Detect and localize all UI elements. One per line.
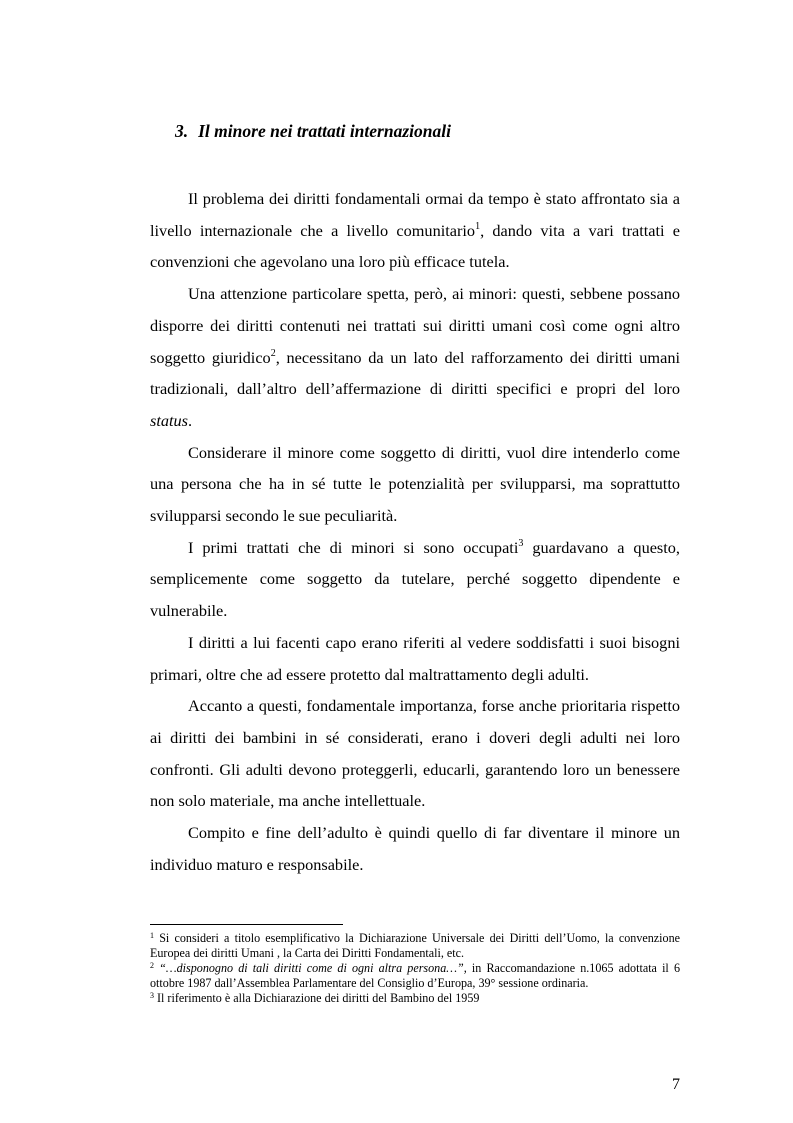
footnote-3	[150, 991, 680, 1006]
footnote-2-text: in Raccomandazione n.1065 adottata il 6 ottobre 1987 dall’Assemblea Parlamentare del Consiglio d’Europa, 39° sessione ordinaria.	[150, 961, 680, 990]
section-number: 3.	[175, 121, 189, 141]
body-text	[150, 183, 680, 880]
section-title: Il minore nei trattati internazionali	[198, 121, 451, 141]
footnote-mark-2: 2	[150, 961, 154, 970]
paragraph-6: Accanto a questi, fondamentale importanza, forse anche prioritaria rispetto ai diritti dei bambini in sé considerati, erano i doveri degli adulti nei loro confronti. Gli adulti devono proteggerli, educarli, garantendo loro un benessere non solo materiale, ma anche intellettuale.	[150, 696, 680, 811]
footnotes	[150, 931, 680, 1006]
paragraph-3: Considerare il minore come soggetto di diritti, vuol dire intenderlo come una persona che ha in sé tutte le potenzialità per svilupparsi, ma soprattutto svilupparsi secondo le sue peculiarità.	[150, 442, 680, 526]
paragraph-1-text-a: Il problema dei diritti fondamentali ormai da tempo è stato affrontato sia a livello internazionale che a livello comunitario	[150, 189, 680, 240]
paragraph-2-text-c: .	[188, 410, 193, 430]
paragraph-2-italic: status	[150, 410, 189, 430]
page-number: 7	[672, 1076, 680, 1093]
footnote-mark-3: 3	[150, 991, 154, 1000]
footnote-separator	[150, 924, 343, 925]
paragraph-4	[150, 532, 680, 627]
footnote-1-text: Si consideri a titolo esemplificativo la Dichiarazione Universale dei Diritti dell’Uomo, la convenzione Europea dei diritti Umani , la Carta dei Diritti Fondamentali, etc.	[150, 931, 680, 960]
paragraph-7: Compito e fine dell’adulto è quindi quello di far diventare il minore un individuo maturo e responsabile.	[150, 823, 680, 874]
paragraph-4-text-a: I primi trattati che di minori si sono occupati	[188, 537, 519, 557]
footnote-2	[150, 961, 680, 991]
footnote-ref-3[interactable]: 3	[518, 537, 524, 549]
footnote-1	[150, 931, 680, 961]
paragraph-2-text-a: Una attenzione particolare spetta, però, ai minori: questi, sebbene possano disporre dei diritti contenuti nei trattati sui diritti umani così come ogni altro soggetto giuridico	[150, 284, 680, 367]
paragraph-1	[150, 183, 680, 278]
footnote-2-quote: “…disponogno di tali diritti come di ogni altra persona…”,	[154, 961, 467, 975]
paragraph-2-text-b: , necessitano da un lato del rafforzamento dei diritti umani tradizionali, dall’altro dell’affermazione di diritti specifici e propri del loro	[150, 347, 680, 399]
section-heading	[175, 121, 451, 142]
footnote-ref-2[interactable]: 2	[270, 347, 276, 359]
paragraph-5: I diritti a lui facenti capo erano riferiti al vedere soddisfatti i suoi bisogni primari, oltre che ad essere protetto dal maltrattamento degli adulti.	[150, 632, 680, 684]
footnote-ref-1[interactable]: 1	[475, 220, 481, 232]
footnote-mark-1: 1	[150, 931, 154, 940]
paragraph-4-text-b: guardavano a questo, semplicemente come soggetto da tutelare, perché soggetto dipendente e vulnerabile.	[150, 537, 681, 621]
paragraph-1-text-b: , dando vita a vari trattati e convenzioni che agevolano una loro più efficace tutela.	[150, 220, 681, 272]
footnote-3-text: Il riferimento è alla Dichiarazione dei diritti del Bambino del 1959	[154, 991, 480, 1005]
paragraph-2	[150, 278, 680, 437]
